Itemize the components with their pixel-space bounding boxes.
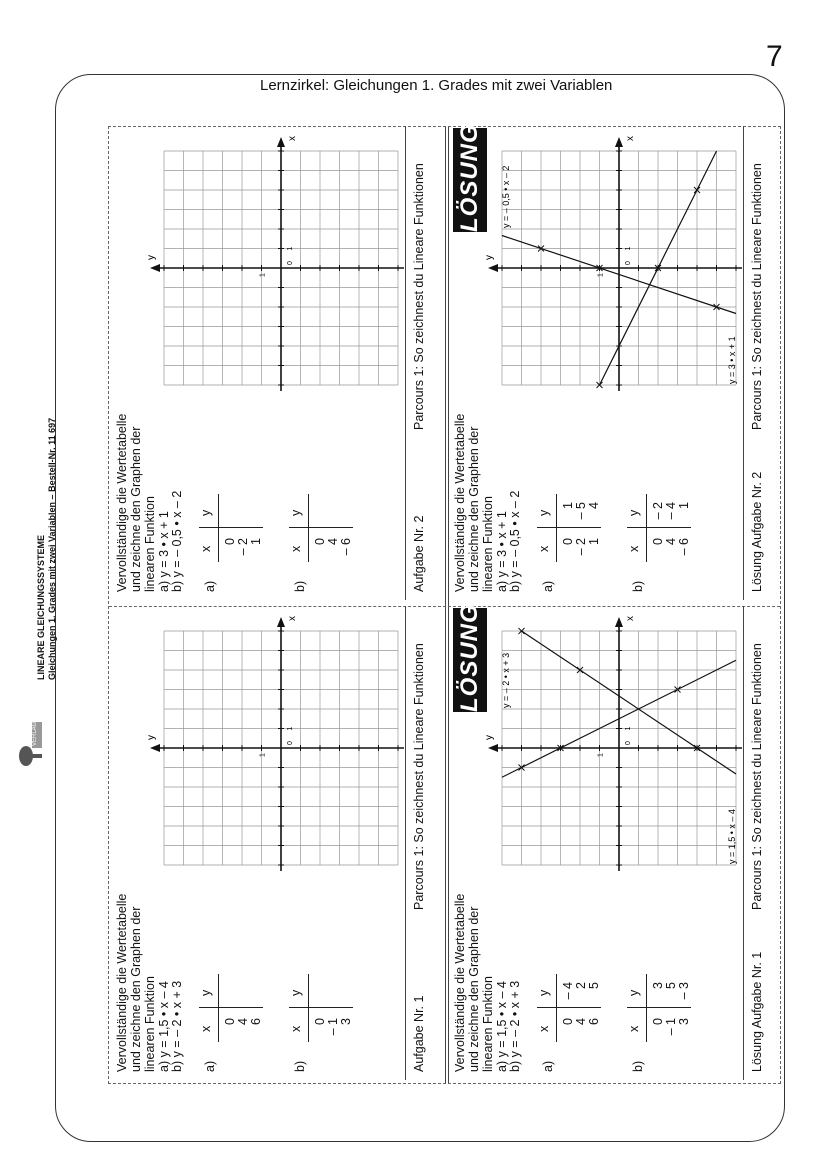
table-header-x: x: [199, 545, 213, 552]
table-cell-x: – 2: [236, 538, 250, 556]
table-cell-x: 4: [664, 538, 678, 545]
table-cell-x: 6: [249, 1018, 263, 1025]
instruction-line: und zeichne den Graphen der: [467, 906, 481, 1072]
table-cell-y: – 5: [574, 502, 588, 520]
table-cell-x: 0: [313, 1018, 327, 1025]
instruction-line: und zeichne den Graphen der: [129, 426, 143, 592]
table-label: a): [203, 580, 217, 592]
card-parcours: Parcours 1: So zeichnest du Lineare Funktionen: [412, 643, 426, 910]
y-arrow-icon: [488, 264, 498, 272]
table-header-x: x: [537, 545, 551, 552]
origin-label: 0: [625, 741, 632, 745]
table-hline: [308, 494, 309, 562]
instruction-line: Vervollständige die Wertetabelle: [115, 893, 129, 1072]
table-header-x: x: [289, 545, 303, 552]
card-title: Lösung Aufgabe Nr. 1: [750, 951, 764, 1072]
table-cell-x: 0: [223, 538, 237, 545]
table-cell-x: 0: [313, 538, 327, 545]
y-arrow-icon: [488, 744, 498, 752]
table-cell-x: 3: [677, 1018, 691, 1025]
x-axis-label: x: [287, 616, 298, 621]
table-cell-y: – 4: [664, 502, 678, 520]
equation-a: a) y = 3 • x + 1: [495, 511, 509, 592]
table-header-y: y: [289, 509, 303, 516]
y-unit-label: 1: [259, 753, 267, 757]
table-cell-x: 3: [339, 1018, 353, 1025]
table-cell-x: 0: [651, 538, 665, 545]
card-title: Lösung Aufgabe Nr. 2: [750, 471, 764, 592]
value-table: [199, 962, 269, 1052]
x-unit-label: 1: [625, 726, 632, 731]
table-label: b): [293, 580, 307, 592]
side-series-title: LINEARE GLEICHUNGSSYSTEME: [36, 534, 46, 680]
table-header-y: y: [627, 509, 641, 516]
table-cell-x: – 6: [677, 538, 691, 556]
y-arrow-icon: [150, 264, 160, 272]
value-table: [289, 482, 359, 572]
table-label: a): [541, 1060, 555, 1072]
equation-a: a) y = 1,5 • x – 4: [157, 981, 171, 1072]
value-table: [537, 482, 607, 572]
x-arrow-icon: [615, 617, 623, 627]
card-footer-line: [405, 606, 406, 1080]
x-unit-label: 1: [625, 246, 632, 251]
instruction-line: linearen Funktion: [481, 976, 495, 1072]
table-cell-x: 4: [574, 1018, 588, 1025]
y-arrow-icon: [150, 744, 160, 752]
table-cell-x: – 1: [664, 1018, 678, 1036]
table-label: b): [631, 1060, 645, 1072]
instruction-line: und zeichne den Graphen der: [129, 906, 143, 1072]
page-number: 7: [766, 40, 783, 73]
instruction-line: Vervollständige die Wertetabelle: [115, 413, 129, 592]
card-parcours: Parcours 1: So zeichnest du Lineare Funktionen: [750, 643, 764, 910]
table-cell-y: 2: [574, 982, 588, 989]
table-header-x: x: [627, 545, 641, 552]
card-footer-line: [405, 126, 406, 600]
equation-b: b) y = – 2 • x + 3: [170, 980, 184, 1072]
y-unit-label: 1: [259, 273, 267, 277]
table-cell-y: 1: [677, 502, 691, 509]
table-header-y: y: [289, 989, 303, 996]
solution-badge: LÖSUNG: [453, 608, 487, 712]
origin-label: 0: [287, 261, 294, 265]
table-hline: [646, 494, 647, 562]
table-cell-y: – 3: [677, 982, 691, 1000]
table-cell-x: 0: [651, 1018, 665, 1025]
table-cell-x: 0: [561, 1018, 575, 1025]
card-parcours: Parcours 1: So zeichnest du Lineare Funktionen: [750, 163, 764, 430]
value-table: [537, 962, 607, 1052]
divider-left: [445, 127, 446, 1083]
table-cell-y: 5: [587, 982, 601, 989]
instruction-line: linearen Funktion: [143, 976, 157, 1072]
coordinate-grid: [484, 608, 739, 868]
table-cell-x: 6: [587, 1018, 601, 1025]
table-hline: [646, 974, 647, 1042]
table-cell-y: 5: [664, 982, 678, 989]
table-hline: [218, 974, 219, 1042]
table-hline: [556, 974, 557, 1042]
table-cell-x: – 6: [339, 538, 353, 556]
origin-label: 0: [625, 261, 632, 265]
function-label: y = – 2 • x + 3: [501, 652, 511, 708]
instruction-line: linearen Funktion: [143, 496, 157, 592]
table-vline: [289, 527, 353, 528]
x-unit-label: 1: [287, 726, 294, 731]
table-header-y: y: [199, 989, 213, 996]
table-label: b): [631, 580, 645, 592]
equation-b: b) y = – 2 • x + 3: [508, 980, 522, 1072]
y-axis-label: y: [146, 255, 157, 260]
table-header-x: x: [537, 1025, 551, 1032]
value-table: [199, 482, 269, 572]
y-unit-label: 1: [597, 273, 605, 277]
table-header-x: x: [627, 1025, 641, 1032]
value-table: [627, 482, 697, 572]
y-unit-label: 1: [597, 753, 605, 757]
x-axis-label: x: [625, 136, 636, 141]
table-cell-x: 0: [561, 538, 575, 545]
solution-card: [449, 123, 771, 600]
publisher-logo: [18, 720, 46, 770]
card-parcours: Parcours 1: So zeichnest du Lineare Funktionen: [412, 163, 426, 430]
equation-b: b) y = – 0,5 • x – 2: [508, 490, 522, 592]
table-label: a): [541, 580, 555, 592]
table-cell-x: 4: [236, 1018, 250, 1025]
function-label: y = – 0,5 • x – 2: [501, 165, 511, 228]
table-cell-x: 4: [326, 538, 340, 545]
equation-b: b) y = – 0,5 • x – 2: [170, 490, 184, 592]
x-arrow-icon: [277, 617, 285, 627]
card-footer-line: [743, 126, 744, 600]
table-vline: [289, 1007, 353, 1008]
function-label: y = 1,5 • x – 4: [727, 809, 737, 864]
table-vline: [199, 1007, 263, 1008]
table-header-y: y: [537, 989, 551, 996]
table-cell-x: 0: [223, 1018, 237, 1025]
table-hline: [556, 494, 557, 562]
y-axis-label: y: [484, 735, 495, 740]
x-arrow-icon: [277, 137, 285, 147]
x-arrow-icon: [615, 137, 623, 147]
origin-label: 0: [287, 741, 294, 745]
y-axis-label: y: [484, 255, 495, 260]
exercise-card: [111, 126, 433, 600]
equation-a: a) y = 3 • x + 1: [157, 511, 171, 592]
logo-text: VERLAG: [32, 721, 38, 746]
table-cell-x: 1: [249, 538, 263, 545]
value-table: [289, 962, 359, 1052]
instruction-line: linearen Funktion: [481, 496, 495, 592]
table-hline: [308, 974, 309, 1042]
coordinate-grid: [484, 128, 739, 388]
card-title: Aufgabe Nr. 2: [412, 515, 426, 592]
instruction-line: und zeichne den Graphen der: [467, 426, 481, 592]
instruction-line: Vervollständige die Wertetabelle: [453, 893, 467, 1072]
function-label: y = 3 • x + 1: [727, 336, 737, 384]
table-header-y: y: [199, 509, 213, 516]
exercise-card: [111, 606, 433, 1080]
table-cell-y: 3: [651, 982, 665, 989]
header-title: Lernzirkel: Gleichungen 1. Grades mit zwei Variablen: [260, 77, 613, 94]
y-axis-label: y: [146, 735, 157, 740]
table-label: a): [203, 1060, 217, 1072]
table-cell-x: – 1: [326, 1018, 340, 1036]
table-header-x: x: [289, 1025, 303, 1032]
table-cell-y: 4: [587, 502, 601, 509]
card-footer-line: [743, 606, 744, 1080]
x-unit-label: 1: [287, 246, 294, 251]
coordinate-grid: [146, 128, 401, 388]
table-header-x: x: [199, 1025, 213, 1032]
x-axis-label: x: [287, 136, 298, 141]
coordinate-grid: [146, 608, 401, 868]
x-axis-label: x: [625, 616, 636, 621]
table-header-y: y: [627, 989, 641, 996]
table-cell-y: – 4: [561, 982, 575, 1000]
table-cell-y: 1: [561, 502, 575, 509]
table-header-y: y: [537, 509, 551, 516]
table-cell-y: – 2: [651, 502, 665, 520]
table-hline: [218, 494, 219, 562]
solution-badge: LÖSUNG: [453, 128, 487, 232]
value-table: [627, 962, 697, 1052]
instruction-line: Vervollständige die Wertetabelle: [453, 413, 467, 592]
equation-a: a) y = 1,5 • x – 4: [495, 981, 509, 1072]
table-cell-x: 1: [587, 538, 601, 545]
side-subtitle-order: Gleichungen 1. Grades mit zwei Variablen – Bestell-Nr. 11 697: [47, 417, 57, 680]
card-title: Aufgabe Nr. 1: [412, 995, 426, 1072]
table-vline: [199, 527, 263, 528]
function-line: [522, 631, 737, 774]
solution-card: [449, 603, 771, 1080]
table-cell-x: – 2: [574, 538, 588, 556]
table-label: b): [293, 1060, 307, 1072]
